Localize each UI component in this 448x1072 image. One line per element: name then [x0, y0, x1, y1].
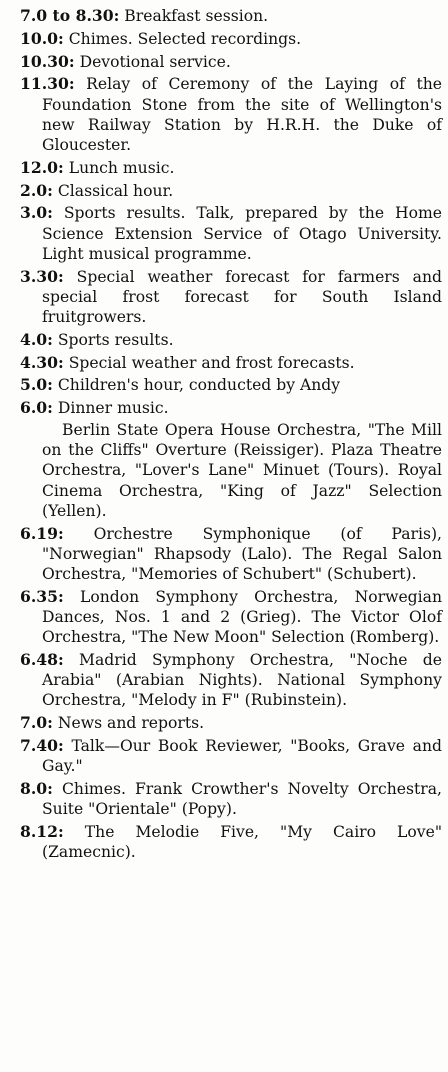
listing-entry: [20, 29, 442, 49]
entry-time: 2.0:: [20, 180, 53, 200]
entry-text: Relay of Ceremony of the Laying of the Foundation Stone from the site of Wellington's new Railway Station by H.R.H. the Duke of Gloucester.: [42, 75, 442, 154]
entry-time: 4.0:: [20, 329, 53, 349]
entry-time: 7.40:: [20, 736, 64, 755]
entry-time: 3.30:: [20, 266, 64, 286]
entry-time: 6.35:: [20, 586, 64, 606]
entry-text: The Melodie Five, "My Cairo Love" (Zamecnic).: [42, 823, 442, 862]
listing-entry: [20, 74, 442, 155]
entry-time: 6.48:: [20, 650, 64, 669]
entry-text: Chimes. Selected recordings.: [68, 29, 302, 48]
listing-entry: [20, 822, 442, 862]
entry-time: 5.0:: [20, 375, 53, 395]
listing-entry: [20, 713, 442, 733]
entry-text: London Symphony Orchestra, Norwegian Dances, Nos. 1 and 2 (Grieg). The Victor Olof Orchestra, "The New Moon" Selection (Romberg).: [42, 587, 442, 647]
entry-text: Breakfast session.: [124, 7, 269, 25]
listing-entry: [20, 203, 442, 264]
listing-entry: [20, 353, 442, 373]
entry-text: Children's hour, conducted by Andy: [57, 376, 341, 395]
listing-entry: [20, 375, 442, 395]
listing-entry: [20, 181, 442, 201]
entry-text: Lunch music.: [68, 158, 175, 177]
entry-time: 10.0:: [20, 28, 64, 48]
entry-time: 10.30:: [20, 51, 75, 71]
entry-time: 8.0:: [20, 779, 53, 798]
entry-text: News and reports.: [57, 714, 205, 733]
entry-text: Madrid Symphony Orchestra, "Noche de Arabia" (Arabian Nights). National Symphony Orchestra, "Melody in F" (Rubinstein).: [42, 651, 442, 710]
listing-entry: [20, 267, 442, 328]
listing-entry: [20, 158, 442, 178]
entry-time: 3.0:: [20, 203, 53, 223]
listing-entry: [20, 650, 442, 711]
entry-text: Chimes. Frank Crowther's Novelty Orchestra, Suite "Orientale" (Popy).: [42, 780, 442, 819]
entry-text: Classical hour.: [57, 181, 174, 200]
entry-text: Special weather and frost forecasts.: [68, 353, 355, 372]
entry-time: 4.30:: [20, 352, 64, 372]
entry-time: 6.0:: [20, 398, 53, 418]
entry-text: Devotional service.: [79, 52, 231, 71]
listing-entry: [20, 6, 442, 26]
entry-time: 7.0:: [20, 713, 53, 733]
entry-text: Dinner music.: [57, 399, 169, 418]
listing-entry: [20, 398, 442, 418]
listing-entry: [20, 330, 442, 350]
entry-time: 6.19:: [20, 523, 64, 543]
listing-entry: [20, 736, 442, 776]
listing-entry: [20, 524, 442, 585]
listing-entry: [20, 779, 442, 819]
listing-entry: [20, 587, 442, 648]
entry-time: 11.30:: [20, 74, 75, 94]
entry-text: Talk—Our Book Reviewer, "Books, Grave and Gay.": [42, 737, 442, 776]
entry-text: Orchestre Symphonique (of Paris), "Norwegian" Rhapsody (Lalo). The Regal Salon Orchestra, "Memories of Schubert" (Schubert).: [42, 524, 442, 583]
entry-text: Special weather forecast for farmers and special frost forecast for South Island fruitgrowers.: [42, 267, 442, 326]
entry-time: 8.12:: [20, 822, 64, 841]
entry-time: 12.0:: [20, 157, 64, 177]
entry-time: 7.0 to 8.30:: [20, 6, 120, 25]
listing-entry-continued: [20, 420, 442, 521]
entry-text: Berlin State Opera House Orchestra, "The Mill on the Cliffs" Overture (Reissiger). Plaza Theatre Orchestra, "Lover's Lane" Minuet (Tours). Royal Cinema Orchestra, "King of Jazz" Selection (Yellen).: [42, 420, 442, 520]
entry-text: Sports results.: [57, 330, 174, 349]
entry-text: Sports results. Talk, prepared by the Home Science Extension Service of Otago University. Light musical programme.: [42, 204, 442, 263]
listing-entry: [20, 52, 442, 72]
